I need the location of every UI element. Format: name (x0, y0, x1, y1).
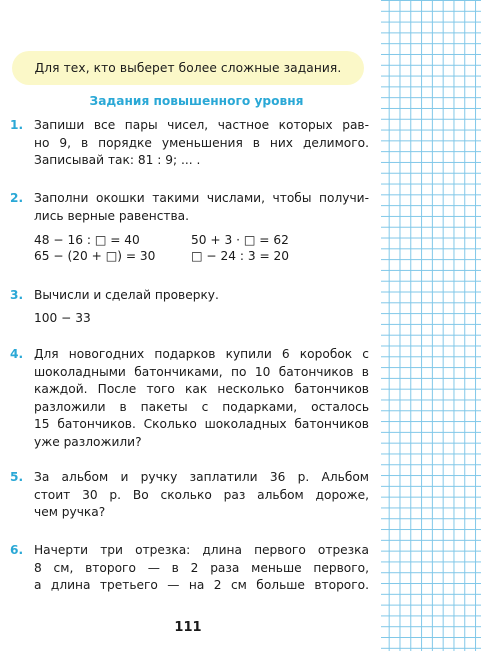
page-number: 111 (174, 620, 202, 635)
section-title: Задания повышенного уровня (89, 94, 304, 108)
task-text-line: чем ручка? (34, 505, 106, 519)
equation: □ − 24 : 3 = 20 (191, 249, 290, 263)
equation: 50 + 3 · □ = 62 (191, 233, 289, 247)
banner (12, 51, 364, 85)
task-text-line: 8 см, второго — в 2 раза меньше первого, (34, 560, 369, 575)
task-1 (10, 117, 369, 170)
task-text-line: Запиши все пары чисел, частное которых рав- (34, 118, 369, 132)
task-text-line: Вычисли и сделай проверку. (34, 288, 219, 302)
task-text-line: 15 батончиков. Сколько шоколадных батончиков (34, 417, 369, 431)
task-5 (10, 469, 369, 522)
task-text-line: шоколадными батончиками, по 10 батончиков в (34, 364, 369, 379)
task-text-line: лись верные равенства. (34, 208, 190, 223)
task-text-line: Начерти три отрезка: длина первого отрезка (34, 543, 369, 557)
task-2 (10, 190, 369, 225)
task-number: 5. (10, 470, 24, 484)
equation: 48 − 16 : □ = 40 (34, 233, 140, 247)
task-number: 3. (10, 288, 24, 302)
task-text-line: а длина третьего — на 2 см больше второго. (34, 578, 369, 592)
task-text-line: уже разложили? (34, 434, 142, 449)
task-text-line: За альбом и ручку заплатили 36 р. Альбом (34, 470, 369, 484)
task-text-line: стоит 30 р. Во сколько раз альбом дороже, (34, 487, 369, 502)
task-number: 1. (10, 118, 24, 132)
task-6 (10, 542, 369, 595)
task-text-line: Записывай так: 81 : 9; ... . (34, 153, 201, 167)
task-number: 2. (10, 191, 24, 205)
task-text-line: но 9, в порядке уменьшения в них делимого. (34, 135, 369, 150)
equation: 65 − (20 + □) = 30 (34, 249, 156, 263)
task-4 (10, 346, 369, 451)
task-3 (10, 287, 369, 305)
task-text-line: каждой. После того как несколько батончиков (34, 382, 369, 396)
task-number: 6. (10, 543, 24, 557)
task-text-line: Заполни окошки такими числами, чтобы получи- (34, 191, 369, 205)
task-text-line: разложили в пакеты с подарками, осталось (34, 399, 369, 414)
banner-text: Для тех, кто выберет более сложные задания. (34, 61, 342, 75)
task-number: 4. (10, 347, 24, 361)
task-text-line: Для новогодних подарков купили 6 коробок с (34, 347, 369, 361)
expression: 100 − 33 (34, 311, 91, 325)
